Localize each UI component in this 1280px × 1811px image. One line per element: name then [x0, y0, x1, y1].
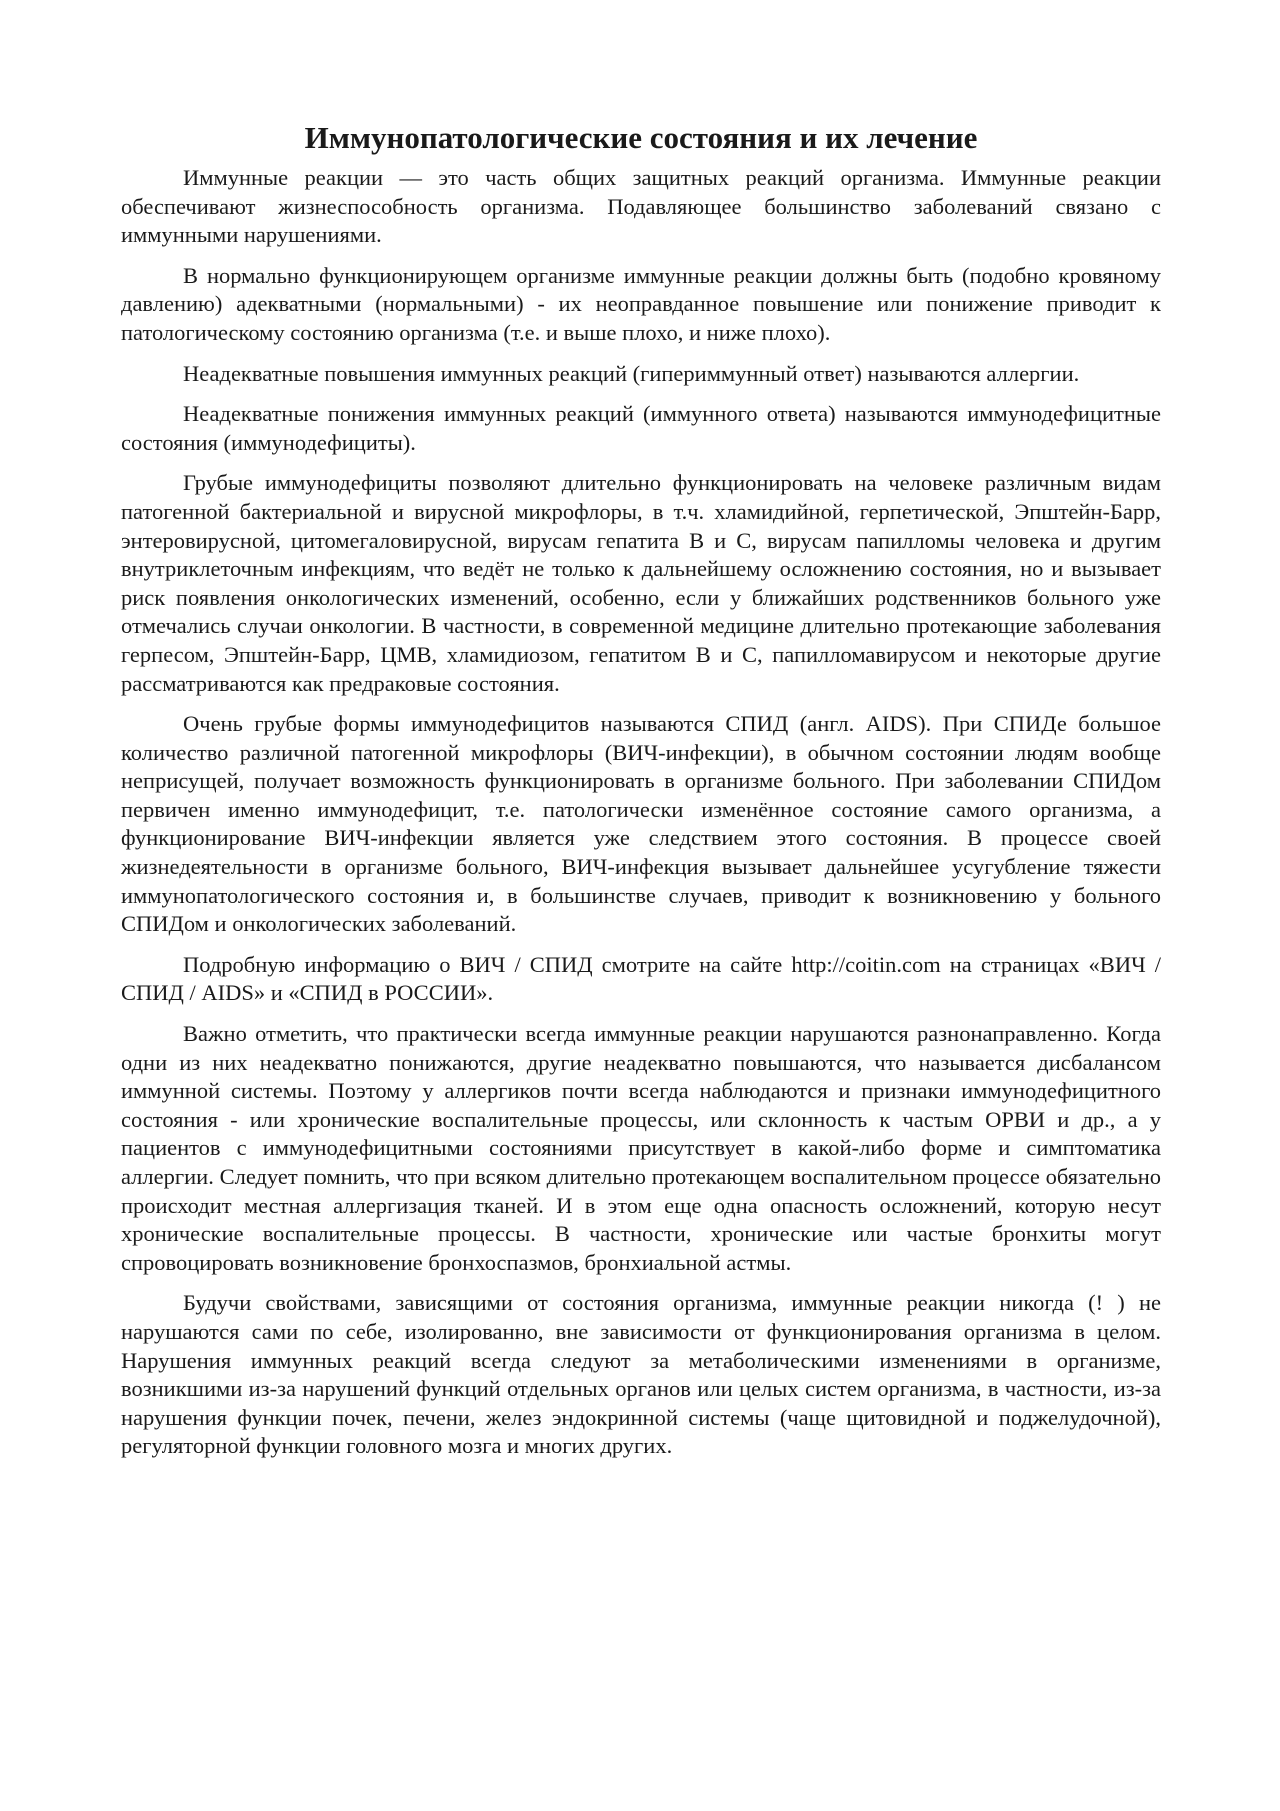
paragraph-7: Подробную информацию о ВИЧ / СПИД смотрите на сайте http://coitin.com на страницах «ВИЧ / СПИД / AIDS» и «СПИД в РОССИИ».: [121, 951, 1161, 1006]
paragraph-2: В нормально функционирующем организме иммунные реакции должны быть (подобно кровяному давлению) адекватными (нормальными) - их неоправданное повышение или понижение приводит к патологическому состоянию организма (т.е. и выше плохо, и ниже плохо).: [121, 262, 1161, 345]
paragraph-9: Будучи свойствами, зависящими от состояния организма, иммунные реакции никогда (! ) не нарушаются сами по себе, изолированно, вне зависимости от функционирования организма в целом. Нарушения иммунных реакций всегда следуют за метаболическими изменениями в организме, возникшими из-за нарушений функций отдельных органов или целых систем организма, в частности, из-за нарушения функции почек, печени, желез эндокринной системы (чаще щитовидной и поджелудочной), регуляторной функции головного мозга и многих других.: [121, 1290, 1161, 1459]
paragraph-8: Важно отметить, что практически всегда иммунные реакции нарушаются разнонаправленно. Когда одни из них неадекватно понижаются, другие неадекватно повышаются, что называется дисбалансом иммунной системы. Поэтому у аллергиков почти всегда наблюдаются и признаки иммунодефицитного состояния - или хронические воспалительные процессы, или склонность к частым ОРВИ и др., а у пациентов с иммунодефицитными состояниями присутствует в какой-либо форме и симптоматика аллергии. Следует помнить, что при всяком длительно протекающем воспалительном процессе обязательно происходит местная аллергизация тканей. И в этом еще одна опасность осложнений, которую несут хронические воспалительные процессы. В частности, хронические или частые бронхиты могут спровоцировать возникновение бронхоспазмов, бронхиальной астмы.: [121, 1021, 1161, 1275]
paragraph-3: Неадекватные повышения иммунных реакций (гипериммунный ответ) называются аллергии.: [183, 360, 1080, 386]
paragraph-6: Очень грубые формы иммунодефицитов называются СПИД (англ. AIDS). При СПИДе большое количество различной патогенной микрофлоры (ВИЧ-инфекции), в обычном состоянии людям вообще неприсущей, получает возможность функционировать в организме больного. При заболевании СПИДом первичен именно иммунодефицит, т.е. патологически изменённое состояние самого организма, а функционирование ВИЧ-инфекции является уже следствием этого состояния. В процессе своей жизнедеятельности в организме больного, ВИЧ-инфекция вызывает дальнейшее усугубление тяжести иммунопатологического состояния и, в большинстве случаев, приводит к возникновению у больного СПИДом и онкологических заболеваний.: [121, 711, 1161, 937]
paragraph-5: Грубые иммунодефициты позволяют длительно функционировать на человеке различным видам патогенной бактериальной и вирусной микрофлоры, в т.ч. хламидийной, герпетической, Эпштейн-Барр, энтеровирусной, цитомегаловирусной, вирусам гепатита В и С, вирусам папилломы человека и другим внутриклеточным инфекциям, что ведёт не только к дальнейшему осложнению состояния, но и вызывает риск появления онкологических изменений, особенно, если у ближайших родственников больного уже отмечались случаи онкологии. В частности, в современной медицине длительно протекающие заболевания герпесом, Эпштейн-Барр, ЦМВ, хламидиозом, гепатитом В и С, папилломавирусом и некоторые другие рассматриваются как предраковые состояния.: [121, 470, 1161, 696]
page-title: Иммунопатологические состояния и их лечение: [304, 120, 978, 155]
document-page: [121, 118, 1161, 1473]
paragraph-1: Иммунные реакции — это часть общих защитных реакций организма. Иммунные реакции обеспечивают жизнеспособность организма. Подавляющее большинство заболеваний связано с иммунными нарушениями.: [121, 165, 1161, 248]
paragraph-4: Неадекватные понижения иммунных реакций (иммунного ответа) называются иммунодефицитные состояния (иммунодефициты).: [121, 401, 1161, 455]
